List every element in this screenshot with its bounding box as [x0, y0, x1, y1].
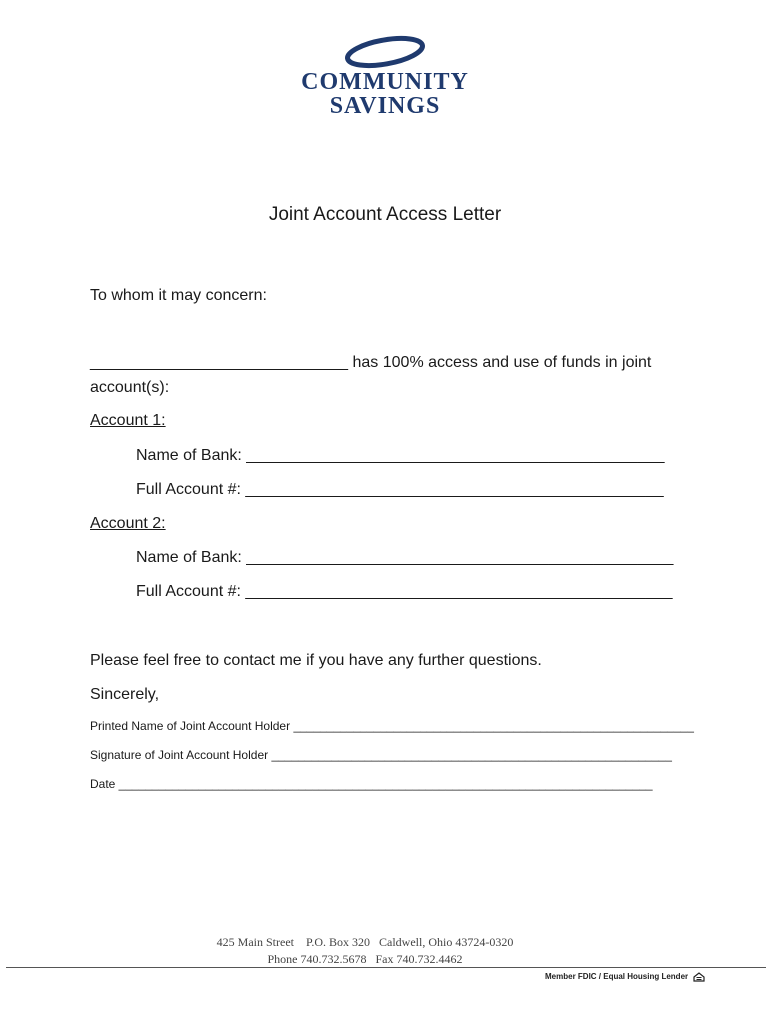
fdic-notice	[545, 972, 705, 982]
footer-phone: Phone 740.732.5678 Fax 740.732.4462	[267, 952, 463, 966]
intro-line-1	[90, 354, 651, 372]
account-holder-name-blank[interactable]: _____________________________	[90, 354, 349, 371]
contact-sentence: Please feel free to contact me if you have any further questions.	[90, 652, 542, 669]
account-2-heading: Account 2:	[90, 515, 166, 532]
intro-text: has 100% access and use of funds in joint	[348, 354, 652, 371]
sincerely: Sincerely,	[90, 686, 160, 703]
logo-text-community: COMMUNITY	[301, 69, 469, 95]
account-1-heading: Account 1:	[90, 412, 166, 429]
account-number-label: Full Account #:	[136, 583, 246, 600]
community-savings-logo	[290, 34, 480, 134]
account-1-bank-row	[136, 447, 665, 465]
footer-divider	[6, 967, 766, 968]
intro-line-2: account(s):	[90, 379, 170, 396]
account-1-number-row	[136, 481, 664, 499]
salutation: To whom it may concern:	[90, 287, 267, 304]
document-title: Joint Account Access Letter	[268, 204, 502, 225]
fdic-text: Member FDIC / Equal Housing Lender	[545, 972, 689, 982]
account-2-bank-row	[136, 549, 673, 567]
logo-text-savings: SAVINGS	[329, 93, 441, 119]
bank-name-label: Name of Bank:	[136, 549, 247, 566]
account-2-bank-blank[interactable]: ________________________________________________	[246, 549, 674, 566]
account-2-number-row	[136, 583, 673, 601]
account-1-number-blank[interactable]: _______________________________________________	[245, 481, 664, 498]
date-field[interactable]: Date ________________________________________________________________________________	[90, 777, 653, 791]
footer-address: 425 Main Street P.O. Box 320 Caldwell, Ohio 43724-0320	[216, 935, 514, 949]
equal-housing-icon	[693, 972, 705, 982]
account-2-number-blank[interactable]: ________________________________________________	[245, 583, 673, 600]
logo-swoosh-icon	[340, 34, 430, 70]
bank-name-label: Name of Bank:	[136, 447, 247, 464]
printed-name-field[interactable]: Printed Name of Joint Account Holder ____________________________________________________________	[90, 719, 694, 733]
signature-field[interactable]: Signature of Joint Account Holder ____________________________________________________________	[90, 748, 672, 762]
account-1-bank-blank[interactable]: _______________________________________________	[246, 447, 665, 464]
account-number-label: Full Account #:	[136, 481, 246, 498]
